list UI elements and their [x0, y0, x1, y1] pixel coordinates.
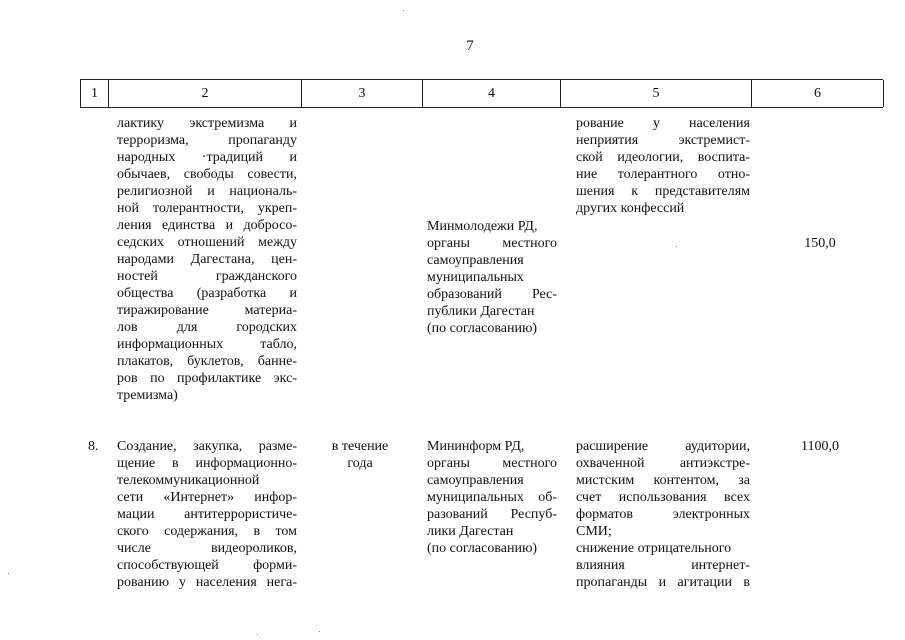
text-line: охваченной антиэкстре- — [576, 456, 750, 471]
row-8-period-line: года — [347, 456, 373, 471]
text-line: плакатов, буклетов, банне- — [117, 354, 297, 369]
text-line: тремизма) — [117, 388, 178, 403]
text-line: ностей гражданского — [117, 269, 297, 284]
text-line: терроризма, пропаганду — [117, 133, 297, 148]
row-8-period-line: в течение — [331, 439, 389, 454]
scan-speck — [676, 246, 677, 247]
text-line: щение в информационно- — [117, 456, 297, 471]
text-line: тиражирование материа- — [117, 303, 297, 318]
text-line: информационных табло, — [117, 337, 297, 352]
row-8-number: 8. — [88, 439, 99, 454]
text-line: органы местного — [427, 456, 557, 471]
text-line: народных ·традиций и — [117, 150, 297, 165]
text-line: религиозной и националь- — [117, 184, 297, 199]
header-col-3: 3 — [302, 80, 423, 107]
header-col-1: 1 — [81, 80, 109, 107]
scan-speck — [319, 631, 320, 632]
text-line: публики Дагестан — [427, 304, 535, 319]
text-line: лактику экстремизма и — [117, 116, 297, 131]
text-line: Минмолодежи РД, — [427, 219, 538, 234]
text-line: разований Респуб- — [427, 507, 557, 522]
scan-speck — [403, 10, 404, 11]
text-line: счет использования всех — [576, 490, 750, 505]
text-line: расширение аудитории, — [576, 439, 750, 454]
text-line: ской идеологии, воспита- — [576, 150, 750, 165]
scan-speck — [8, 573, 9, 574]
row-8-responsible — [427, 438, 557, 557]
text-line: форматов электронных — [576, 507, 750, 522]
text-line: СМИ; — [576, 524, 612, 539]
text-line: Создание, закупка, разме- — [117, 439, 297, 454]
text-line: других конфессий — [576, 201, 685, 216]
text-line: органы местного — [427, 236, 557, 251]
text-line: народами Дагестана, цен- — [117, 252, 297, 267]
text-line: телекоммуникационной — [117, 473, 260, 488]
text-line: самоуправления — [427, 253, 524, 268]
table-header-row — [80, 79, 883, 108]
text-line: ров по профилактике экс- — [117, 371, 297, 386]
text-line: ления единства и добросо- — [117, 218, 297, 233]
text-line: муниципальных — [427, 270, 524, 285]
header-col-2: 2 — [109, 80, 302, 107]
text-line: шения к представителям — [576, 184, 750, 199]
text-line: Мининформ РД, — [427, 439, 525, 454]
text-line: ной толерантности, укреп- — [117, 201, 297, 216]
text-line: влияния интернет- — [576, 558, 750, 573]
text-line: лов для городских — [117, 320, 297, 335]
cont-description — [117, 115, 297, 404]
cont-amount: 150,0 — [804, 236, 836, 251]
text-line: пропаганды и агитации в — [576, 575, 750, 590]
text-line: общества (разработка и — [117, 286, 297, 301]
text-line: (по согласованию) — [427, 321, 538, 336]
text-line: обычаев, свободы совести, — [117, 167, 297, 182]
row-8-expected-result — [576, 438, 750, 591]
text-line: образований Рес- — [427, 287, 557, 302]
text-line: числе видеороликов, — [117, 541, 297, 556]
cont-expected-result — [576, 115, 750, 217]
text-line: рованию у населения нега- — [117, 575, 297, 590]
text-line: седских отношений между — [117, 235, 297, 250]
text-line: снижение отрицательного — [576, 541, 732, 556]
row-8-period — [320, 438, 400, 472]
row-8-description — [117, 438, 297, 591]
header-col-6: 6 — [752, 80, 884, 107]
row-8-amount: 1100,0 — [801, 439, 839, 454]
page-number: 7 — [466, 38, 474, 54]
text-line: самоуправления — [427, 473, 524, 488]
text-line: рование у населения — [576, 116, 750, 131]
text-line: мации антитеррористиче- — [117, 507, 297, 522]
header-col-4: 4 — [423, 80, 561, 107]
cont-responsible — [427, 218, 557, 337]
text-line: мистским контентом, за — [576, 473, 750, 488]
text-line: сети «Интернет» инфор- — [117, 490, 297, 505]
text-line: ние толерантного отно- — [576, 167, 750, 182]
scan-speck — [257, 634, 258, 635]
text-line: муниципальных об- — [427, 490, 557, 505]
text-line: способствующей форми- — [117, 558, 297, 573]
text-line: (по согласованию) — [427, 541, 538, 556]
text-line: ского содержания, в том — [117, 524, 297, 539]
text-line: неприятия экстремист- — [576, 133, 750, 148]
text-line: лики Дагестан — [427, 524, 514, 539]
header-col-5: 5 — [561, 80, 752, 107]
